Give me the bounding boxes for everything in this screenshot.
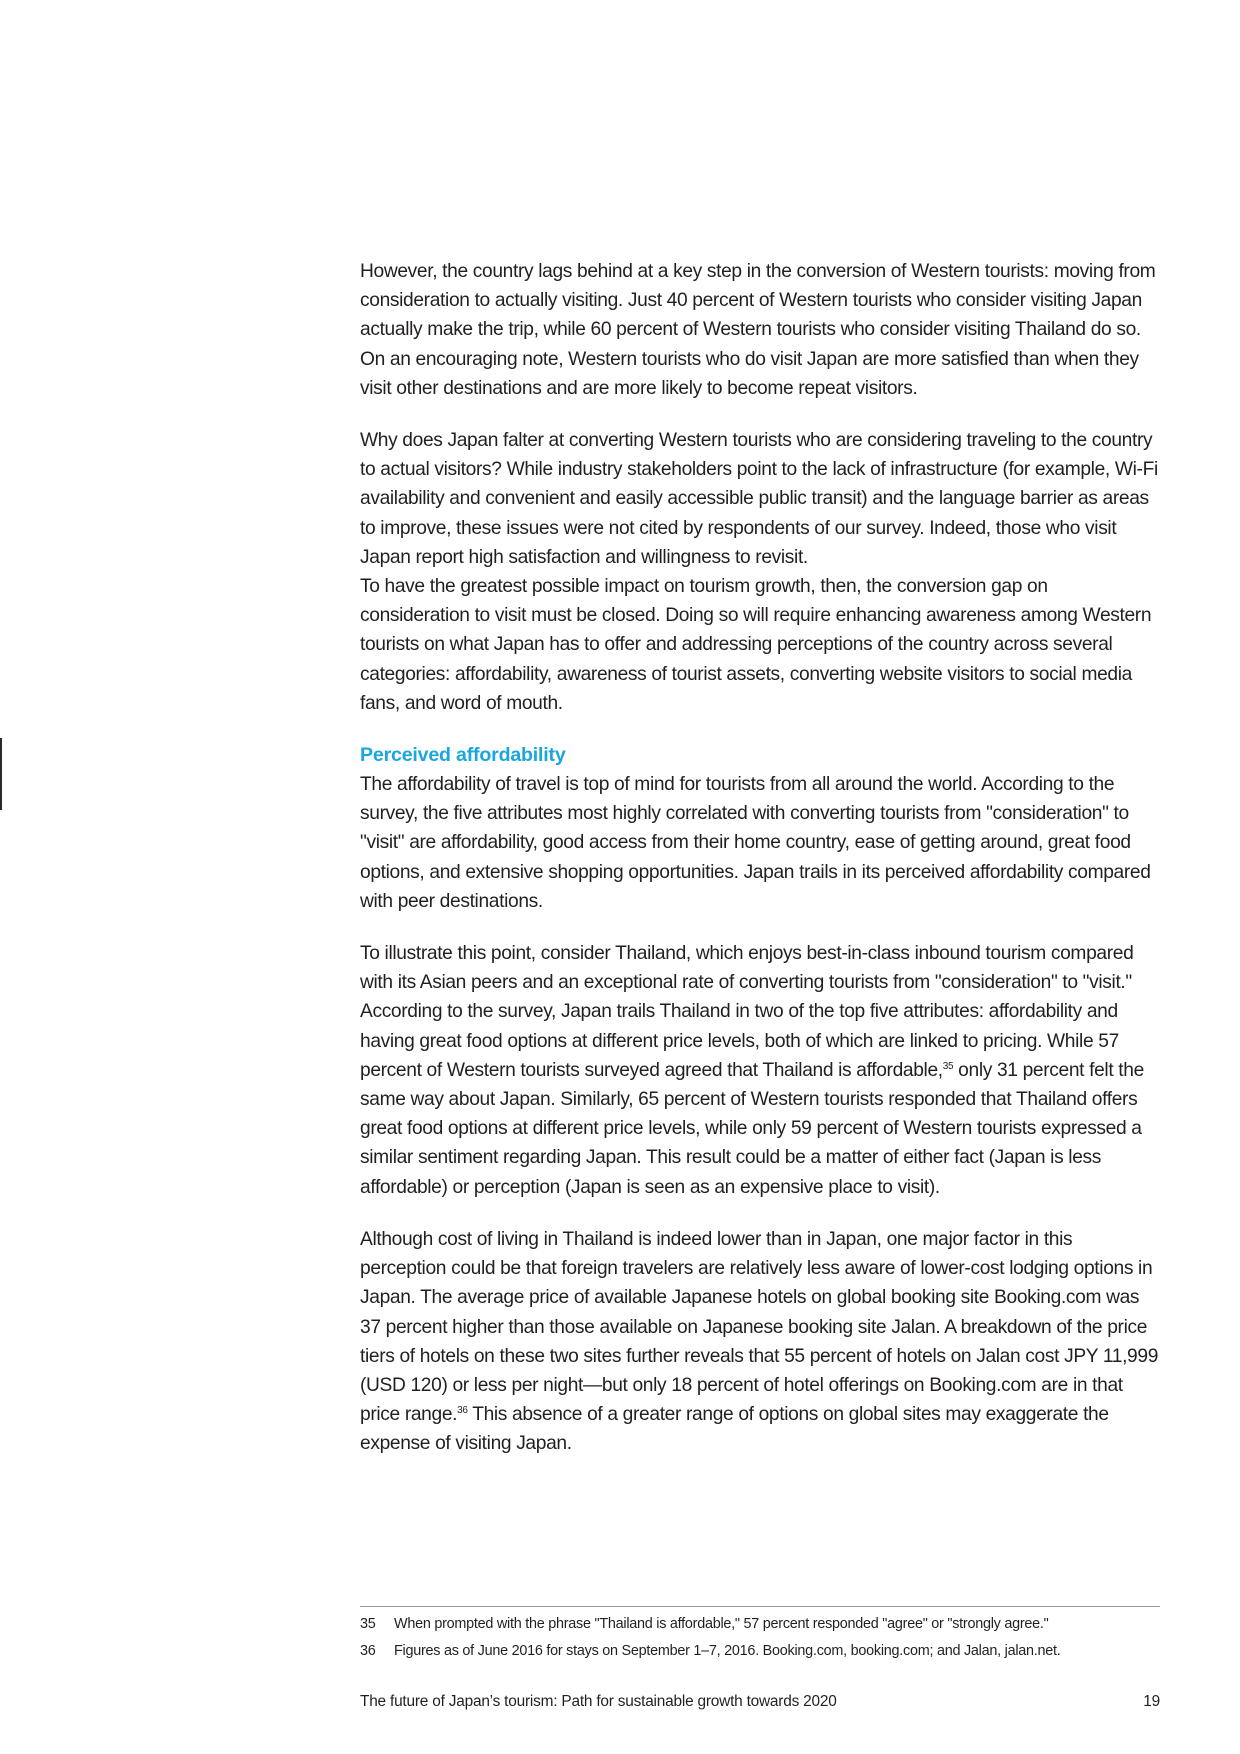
lodging-awareness-text-1: Although cost of living in Thailand is indeed lower than in Japan, one major factor in this perception could be that foreign travelers are relatively less aware of lower-cost lodging options in Japan. The average price of available Japanese hotels on global booking site Booking.com was 37 percent higher than those available on Japanese booking site Jalan. A breakdown of the price tiers of hotels on these two sites further reveals that 55 percent of hotels on Jalan cost JPY 11,999 (USD 120) or less per night—but only 18 percent of hotel offerings on Booking.com are in that price range. [360,1228,1159,1426]
paragraph-thailand-comparison [360,939,1160,1202]
lodging-awareness-text-2: This absence of a greater range of options on global sites may exaggerate the expense of visiting Japan. [360,1404,1109,1455]
paragraph-why-falter-part2: To have the greatest possible impact on tourism growth, then, the conversion gap on consideration to visit must be closed. Doing so will require enhancing awareness among Western tourists on what Japan has to offer and addressing perceptions of the country across several categories: affordability, awareness of tourist assets, converting website visitors to social media fans, and word of mouth. [360,576,1152,714]
footnote-number: 35 [360,1616,376,1632]
paragraph-why-falter-part1: Why does Japan falter at converting Western tourists who are considering traveling to the country to actual visitors? While industry stakeholders point to the lack of infrastructure (for example, Wi-Fi availability and convenient and easily accessible public transit) and the language barrier as areas to improve, these issues were not cited by respondents of our survey. Indeed, those who visit Japan report high satisfaction and willingness to revisit. [360,430,1158,568]
footnote-text: Figures as of June 2016 for stays on September 1–7, 2016. Booking.com, booking.com; and Jalan, jalan.net. [394,1643,1061,1659]
thailand-comparison-text-2: only 31 percent felt the same way about Japan. Similarly, 65 percent of Western tourists responded that Thailand offers great food options at different price levels, while only 59 percent of Western tourists expressed a similar sentiment regarding Japan. This result could be a matter of either fact (Japan is less affordable) or perception (Japan is seen as an expensive place to visit). [360,1059,1144,1198]
paragraph-why-falter [360,426,1160,718]
section-heading: Perceived affordability [360,744,566,767]
footnote-ref-36[interactable]: 36 [457,1405,468,1417]
article-body [360,257,1160,1459]
page-edge-mark [0,738,2,810]
paragraph-conversion-gap: However, the country lags behind at a key step in the conversion of Western tourists: moving from consideration to actually visiting. Just 40 percent of Western tourists who consider visiting Japan actually make the trip, while 60 percent of Western tourists who consider visiting Thailand do so. On an encouraging note, Western tourists who do visit Japan are more satisfied than when they visit other destinations and are more likely to become repeat visitors. [360,261,1156,399]
paragraph-lodging-awareness [360,1225,1160,1459]
footnotes [360,1611,1180,1665]
footnote-36 [360,1638,1180,1665]
footnote-text: When prompted with the phrase "Thailand is affordable," 57 percent responded "agree" or "strongly agree." [394,1616,1049,1632]
paragraph-affordability: The affordability of travel is top of mind for tourists from all around the world. According to the survey, the five attributes most highly correlated with converting tourists from "consideration" to "visit" are affordability, good access from their home country, ease of getting around, great food options, and extensive shopping opportunities. Japan trails in its perceived affordability compared with peer destinations. [360,774,1151,912]
page-number: 19 [1143,1693,1160,1710]
footer-title: The future of Japan’s tourism: Path for sustainable growth towards 2020 [360,1693,837,1710]
footnote-divider [360,1606,1160,1607]
footnote-ref-35[interactable]: 35 [942,1060,954,1072]
footnote-35 [360,1611,1180,1638]
thailand-comparison-text-1: To illustrate this point, consider Thailand, which enjoys best-in-class inbound tourism compared with its Asian peers and an exceptional rate of converting tourists from "consideration" to "visit." According to the survey, Japan trails Thailand in two of the top five attributes: affordability and having great food options at different price levels, both of which are linked to pricing. While 57 percent of Western tourists surveyed agreed that Thailand is affordable, [360,943,1134,1081]
footnote-number: 36 [360,1643,376,1659]
